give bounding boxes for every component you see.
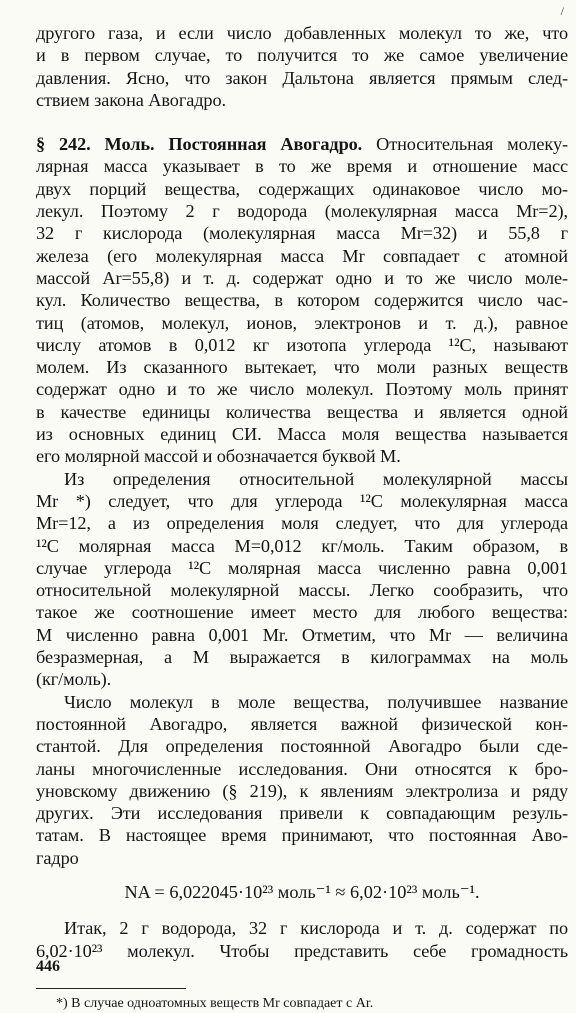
corner-mark: / <box>560 4 564 18</box>
text-line: в качестве единицы количества вещества и является одной <box>36 401 568 422</box>
text-line: постоянной Авогадро, является важной физической кон- <box>36 713 568 734</box>
text-line: такое же соотношение имеет место для любого вещества: <box>36 602 568 623</box>
text-line: 6,02·10²³ молекул. Чтобы представить себе громадность <box>36 940 568 961</box>
text-line: гадро <box>36 847 79 868</box>
text-fragment: Относительная молеку- <box>376 134 568 155</box>
text-line: массой Ar=55,8) и т. д. содержат одно и то же число моле- <box>36 267 568 288</box>
text-line: M численно равна 0,001 Mr. Отметим, что Mr — величина <box>36 624 568 645</box>
text-line: Итак, 2 г водорода, 32 г кислорода и т. д. содержат по <box>64 918 568 939</box>
text-line: ствием закона Авогадро. <box>36 89 226 110</box>
footnote: *) В случае одноатомных веществ Mr совпадает с Ar. <box>56 995 374 1011</box>
text-line: тиц (атомов, молекул, ионов, электронов и т. д.), равное <box>36 312 568 333</box>
text-line: лярная масса указывает в то же время и отношение масс <box>36 156 568 177</box>
text-line: двух порций вещества, содержащих одинаковое число мо- <box>36 178 568 199</box>
text-line: числу атомов в 0,012 кг изотопа углерода ¹²C, называют <box>36 334 568 355</box>
text-line: кул. Количество вещества, в котором содержится число час- <box>36 290 568 311</box>
avogadro-formula: NA = 6,022045·10²³ моль⁻¹ ≈ 6,02·10²³ моль⁻¹. <box>124 881 480 902</box>
text-line: лекул. Поэтому 2 г водорода (молекулярная масса Mr=2), <box>36 201 568 222</box>
text-line: ¹²C молярная масса M=0,012 кг/моль. Таким образом, в <box>36 535 568 556</box>
section-heading: § 242. Моль. Постоянная Авогадро. <box>36 134 363 155</box>
text-line: другого газа, и если число добавленных молекул то же, что <box>36 23 568 43</box>
text-line: Число молекул в моле вещества, получившее название <box>64 691 568 712</box>
text-line: Mr=12, а из определения моля следует, что для углерода <box>36 513 568 534</box>
text-line: относительной молекулярной массы. Легко сообразить, что <box>36 580 568 601</box>
text-line: стантой. Для определения постоянной Авогадро были сде- <box>36 736 568 757</box>
text-line: молем. Из сказанного вытекает, что моли разных веществ <box>36 357 568 378</box>
text-line: других. Эти исследования привели к совпадающим резуль- <box>36 803 568 824</box>
text-line: из основных единиц СИ. Масса моля вещества называется <box>36 424 568 445</box>
text-line: Из определения относительной молекулярной массы <box>64 468 568 489</box>
text-line: его молярной массой и обозначается буквой M. <box>36 446 401 467</box>
page-number: 446 <box>36 958 60 975</box>
text-line: уновскому движению (§ 219), к явлениям электролиза и ряду <box>36 780 568 801</box>
text-line: татам. В настоящее время принимают, что постоянная Аво- <box>36 825 568 846</box>
text-line: случае углерода ¹²C молярная масса численно равна 0,001 <box>36 557 568 578</box>
text-line: безразмерная, а M выражается в килограммах на моль <box>36 647 568 668</box>
text-line: и в первом случае, то получится то же самое увеличение <box>36 45 568 66</box>
footnote-divider <box>36 988 186 989</box>
text-line: ланы многочисленные исследования. Они относятся к бро- <box>36 758 568 779</box>
text-line: (кг/моль). <box>36 669 112 690</box>
text-line: 32 г кислорода (молекулярная масса Mr=32) и 55,8 г <box>36 223 568 244</box>
intro-paragraph <box>36 22 568 111</box>
text-line: Mr *) следует, что для углерода ¹²C молекулярная масса <box>36 490 568 511</box>
text-line: давления. Ясно, что закон Дальтона является прямым след- <box>36 67 568 88</box>
section-heading-line <box>36 133 568 155</box>
text-line: содержат одно и то же число молекул. Поэтому моль принят <box>36 379 568 400</box>
section-242 <box>36 133 568 962</box>
text-line: железа (его молекулярная масса Mr совпадает с атомной <box>36 245 568 266</box>
